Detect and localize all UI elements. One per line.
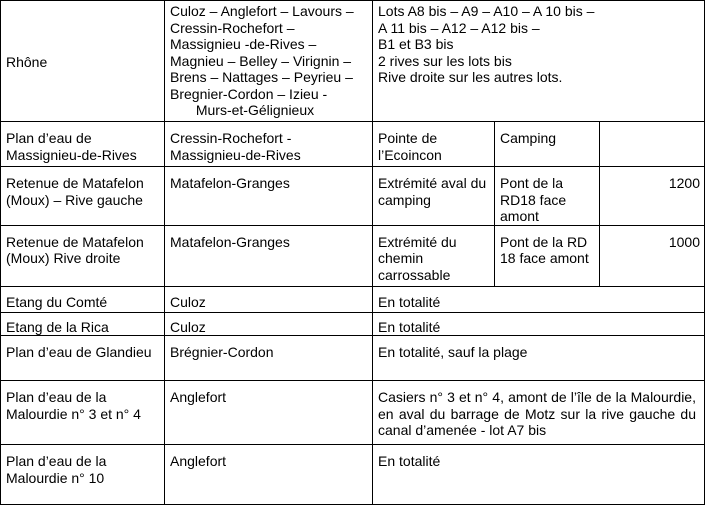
water-name-cell [1, 225, 165, 286]
communes-cell [165, 312, 373, 336]
water-name-cell [1, 122, 165, 167]
water-name: Plan d’eau de Glandieu [6, 344, 152, 360]
commune-line: Anglefort [170, 389, 227, 405]
communes-cell [165, 381, 373, 445]
table-row [1, 286, 705, 312]
from-limit: Extrémité du chemin carrossable [378, 233, 457, 283]
limit-line: Lots A8 bis – A9 – A10 – A 10 bis – [378, 3, 595, 19]
length-cell [600, 225, 705, 286]
water-name: Retenue de Matafelon (Moux) – Rive gauche [6, 175, 144, 208]
to-limit: Pont de la RD 18 face amont [500, 233, 589, 266]
commune-line: Anglefort [170, 453, 227, 469]
table-row [1, 225, 705, 286]
communes-cell [165, 445, 373, 505]
to-limit: Camping [500, 130, 557, 146]
table-row [1, 167, 705, 226]
water-name: Plan d’eau de la Malourdie n° 3 et n° 4 [6, 389, 141, 422]
limit-text: Casiers n° 3 et n° 4, amont de l’île de la Malourdie, en aval du barrage de Motz sur la rive gauche du canal d’amenée - lot A7 bis [378, 389, 696, 438]
table-row [1, 1, 705, 122]
limits-cell [373, 312, 705, 336]
commune-line: Bregnier-Cordon – Izieu - [170, 85, 328, 102]
water-name: Retenue de Matafelon (Moux) Rive droite [6, 233, 144, 266]
commune-line: Brégnier-Cordon [170, 344, 274, 360]
communes-cell [165, 286, 373, 312]
commune-line: Cressin-Rochefort - [170, 130, 292, 146]
water-name-cell [1, 312, 165, 336]
commune-line: Culoz [170, 293, 206, 310]
commune-line: Culoz [170, 318, 206, 335]
commune-line: Magnieu – Belley – Virignin – [170, 52, 352, 69]
communes-cell [165, 122, 373, 167]
commune-line: Cressin-Rochefort – [170, 19, 295, 36]
limit-line: A 11 bis – A12 – A12 bis – [378, 19, 540, 36]
table-row [1, 312, 705, 336]
water-name-cell [1, 381, 165, 445]
commune-line: Massignieu-de-Rives [170, 146, 301, 163]
to-cell [495, 122, 600, 167]
to-limit: Pont de la RD18 face amont [500, 175, 567, 224]
water-name-cell [1, 286, 165, 312]
water-name: Plan d’eau de la Malourdie n° 10 [6, 453, 107, 486]
limit-line: En totalité [378, 453, 441, 469]
water-name-cell [1, 336, 165, 381]
communes-cell [165, 225, 373, 286]
water-name: Rhône [6, 53, 48, 70]
table-row [1, 336, 705, 381]
limit-line: B1 et B3 bis [378, 36, 454, 52]
limits-cell [373, 381, 705, 445]
limits-cell [373, 286, 705, 312]
communes-cell [165, 167, 373, 226]
communes-cell [165, 1, 373, 122]
limit-line: En totalité, sauf la plage [378, 344, 528, 360]
limit-line: En totalité [378, 293, 441, 310]
water-name: Etang de la Rica [6, 318, 109, 335]
commune-line: Massignieu -de-Rives – [170, 36, 317, 52]
limits-cell [373, 445, 705, 505]
table-row [1, 381, 705, 445]
communes-cell [165, 336, 373, 381]
length-cell [600, 122, 705, 167]
table-row [1, 445, 705, 505]
limits-cell [373, 336, 705, 381]
commune-line: Matafelon-Granges [170, 175, 290, 191]
commune-line: Matafelon-Granges [170, 233, 290, 250]
length-cell [600, 167, 705, 226]
limit-line: 2 rives sur les lots bis [378, 52, 512, 69]
from-cell [373, 122, 495, 167]
commune-line: Culoz – Anglefort – Lavours – [170, 3, 354, 19]
water-name: Plan d’eau de Massignieu-de-Rives [6, 130, 137, 163]
water-name-cell [1, 1, 165, 122]
length-value: 1000 [668, 233, 700, 250]
limit-line: Rive droite sur les autres lots. [378, 69, 563, 85]
to-cell [495, 225, 600, 286]
to-cell [495, 167, 600, 226]
table-row [1, 122, 705, 167]
water-name: Etang du Comté [6, 293, 108, 310]
water-name-cell [1, 445, 165, 505]
from-limit: Extrémité aval du camping [378, 175, 487, 208]
limits-cell [373, 1, 705, 122]
limit-line: En totalité [378, 318, 441, 335]
from-limit: Pointe de l’Ecoincon [378, 130, 442, 163]
from-cell [373, 225, 495, 286]
commune-line: Murs-et-Gélignieux [195, 102, 315, 118]
water-name-cell [1, 167, 165, 226]
from-cell [373, 167, 495, 226]
length-value: 1200 [668, 175, 700, 191]
commune-line: Brens – Nattages – Peyrieu – [170, 69, 353, 85]
